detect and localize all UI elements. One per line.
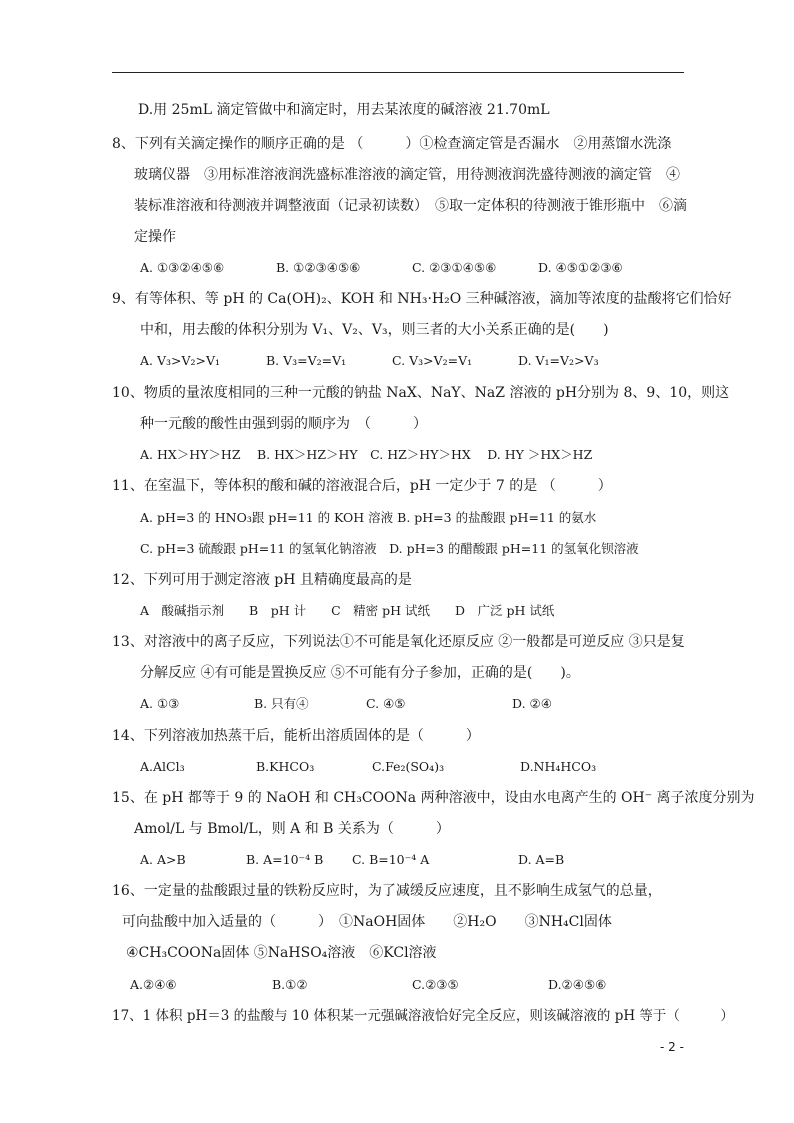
q16-stem-line2: 可向盐酸中加入适量的（ ） ①NaOH固体 ②H₂O ③NH₄Cl固体 [122, 914, 612, 930]
q8-stem-line2: 玻璃仪器 ③用标准溶液润洗盛标准溶液的滴定管，用待测液润洗盛待测液的滴定管 ④ [134, 167, 680, 183]
q17-stem: 17、1 体积 pH＝3 的盐酸与 10 体积某一元强碱溶液恰好完全反应，则该碱溶液的 pH 等于（ ） [112, 1008, 734, 1024]
q13-stem-line2: 分解反应 ④有可能是置换反应 ⑤不可能有分子参加，正确的是( )。 [140, 665, 580, 681]
q11-stem: 11、在室温下，等体积的酸和碱的溶液混合后，pH 一定少于 7 的是 （ ） [112, 478, 612, 494]
q13-stem-line1: 13、对溶液中的离子反应，下列说法①不可能是氧化还原反应 ②一般都是可逆反应 ③只是复 [112, 634, 685, 650]
q15-stem-line2: Amol/L 与 Bmol/L，则 A 和 B 关系为（ ） [134, 821, 450, 837]
q9-option-a: A. V₃>V₂>V₁ [140, 353, 221, 368]
q13-option-b: B. 只有④ [254, 696, 309, 711]
q9-stem-line1: 9、有等体积、等 pH 的 Ca(OH)₂、KOH 和 NH₃·H₂O 三种碱溶液，滴加等浓度的盐酸将它们恰好 [112, 291, 732, 307]
q8-option-d: D. ④⑤①②③⑥ [538, 260, 623, 275]
q16-stem-line3: ④CH₃COONa固体 ⑤NaHSO₄溶液 ⑥KCl溶液 [126, 945, 437, 961]
header-rule [112, 72, 684, 73]
q13-option-a: A. ①③ [140, 696, 180, 711]
q9-option-d: D. V₁=V₂>V₃ [518, 353, 599, 368]
q14-option-c: C.Fe₂(SO₄)₃ [372, 759, 445, 774]
q14-option-b: B.KHCO₃ [256, 759, 315, 774]
q16-option-b: B.①② [272, 977, 308, 992]
q16-option-c: C.②③⑤ [412, 977, 459, 992]
q15-option-b: B. A=10⁻⁴ B [246, 852, 324, 867]
q8-option-c: C. ②③①④⑤⑥ [412, 260, 497, 275]
q15-option-a: A. A>B [140, 852, 186, 867]
q15-option-d: D. A=B [518, 852, 565, 867]
q10-stem-line1: 10、物质的量浓度相同的三种一元酸的钠盐 NaX、NaY、NaZ 溶液的 pH分别为 8、9、10，则这 [112, 385, 730, 401]
q11-options-ab: A. pH=3 的 HNO₃跟 pH=11 的 KOH 溶液 B. pH=3 的盐酸跟 pH=11 的氨水 [140, 510, 597, 525]
q8-stem-line1: 8、下列有关滴定操作的顺序正确的是 （ ）①检查滴定管是否漏水 ②用蒸馏水洗涤 [112, 136, 672, 152]
q9-stem-line2: 中和，用去酸的体积分别为 V₁、V₂、V₃，则三者的大小关系正确的是( ) [140, 322, 609, 338]
q13-option-c: C. ④⑤ [366, 696, 406, 711]
q8-option-a: A. ①③②④⑤⑥ [140, 260, 225, 275]
q9-option-b: B. V₃=V₂=V₁ [266, 353, 347, 368]
q8-stem-line4: 定操作 [134, 229, 176, 245]
q8-stem-line3: 装标准溶液和待测液并调整液面（记录初读数） ⑤取一定体积的待测液于锥形瓶中 ⑥滴 [134, 198, 687, 214]
q12-options: A 酸碱指示剂 B pH 计 C 精密 pH 试纸 D 广泛 pH 试纸 [140, 603, 555, 618]
q12-stem: 12、下列可用于测定溶液 pH 且精确度最高的是 [112, 572, 412, 588]
q16-option-d: D.②④⑤⑥ [548, 977, 607, 992]
q15-stem-line1: 15、在 pH 都等于 9 的 NaOH 和 CH₃COONa 两种溶液中，设由水电离产生的 OH⁻ 离子浓度分别为 [112, 790, 755, 806]
q14-stem: 14、下列溶液加热蒸干后，能析出溶质固体的是（ ） [112, 728, 480, 744]
page-number: - 2 - [660, 1040, 684, 1054]
q10-options: A. HX＞HY＞HZ B. HX＞HZ＞HY C. HZ＞HY＞HX D. HY ＞HX＞HZ [140, 447, 593, 462]
q15-option-c: C. B=10⁻⁴ A [352, 852, 430, 867]
q14-option-a: A.AlCl₃ [140, 759, 185, 774]
q11-options-cd: C. pH=3 硫酸跟 pH=11 的氢氧化钠溶液 D. pH=3 的醋酸跟 pH=11 的氢氧化钡溶液 [140, 541, 639, 556]
q16-option-a: A.②④⑥ [130, 977, 177, 992]
q16-stem-line1: 16、一定量的盐酸跟过量的铁粉反应时，为了减缓反应速度，且不影响生成氢气的总量， [112, 883, 662, 899]
q13-option-d: D. ②④ [512, 696, 552, 711]
q14-option-d: D.NH₄HCO₃ [520, 759, 597, 774]
q9-option-c: C. V₃>V₂=V₁ [392, 353, 473, 368]
q7-option-d: D.用 25mL 滴定管做中和滴定时，用去某浓度的碱溶液 21.70mL [138, 102, 550, 118]
q10-stem-line2: 种一元酸的酸性由强到弱的顺序为 （ ） [140, 416, 427, 432]
q8-option-b: B. ①②③④⑤⑥ [276, 260, 361, 275]
